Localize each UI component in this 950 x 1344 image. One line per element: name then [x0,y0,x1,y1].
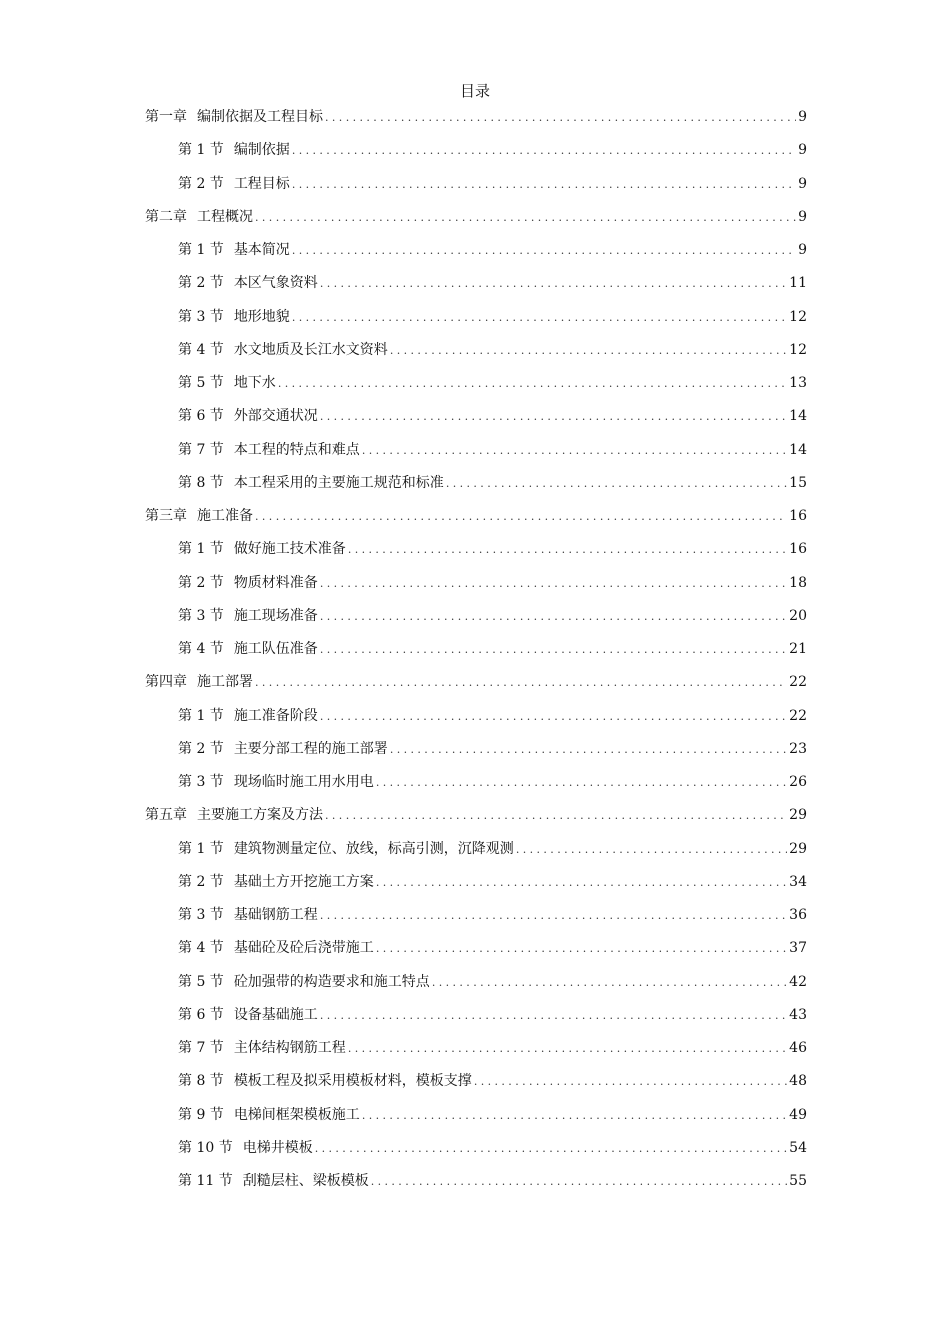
toc-section-entry[interactable] [145,871,807,904]
toc-section-entry[interactable] [145,1170,807,1203]
toc-entry-number: 第 4 节 [178,341,224,358]
toc-section-entry[interactable] [145,904,807,937]
toc-entry-label [178,638,318,660]
toc-page-number: 9 [798,242,807,258]
toc-section-entry[interactable] [145,239,807,272]
toc-dot-leader [255,672,787,694]
toc-page-number: 26 [789,774,807,790]
toc-page-number: 23 [789,740,807,757]
toc-page-number: 36 [789,907,807,923]
toc-page-number: 43 [789,1006,807,1023]
toc-entry-number: 第 2 节 [178,574,224,591]
toc-entry-number: 第 7 节 [178,441,224,458]
toc-page-number: 12 [789,341,807,358]
toc-entry-title: 施工准备阶段 [233,707,318,724]
toc-entry-label [178,372,276,394]
toc-page-number: 22 [789,707,807,724]
toc-entry-title: 编制依据 [233,142,290,159]
toc-dot-leader [320,606,787,628]
toc-entry-label [145,106,323,128]
toc-page-number: 20 [789,607,807,624]
toc-entry-title: 设备基础施工 [233,1006,318,1023]
toc-entry-label [145,804,323,826]
toc-dot-leader [320,639,787,661]
toc-dot-leader [320,706,787,728]
toc-entry-label [178,173,290,195]
toc-page-number: 54 [789,1139,807,1156]
toc-entry-title: 做好施工技术准备 [233,541,346,558]
toc-entry-label [178,439,360,461]
toc-section-entry[interactable] [145,1137,807,1170]
toc-dot-leader [362,1105,787,1127]
toc-entry-label [145,206,253,228]
toc-page-number: 11 [789,275,807,292]
toc-page-number: 29 [789,840,807,857]
toc-section-entry[interactable] [145,838,807,871]
toc-section-entry[interactable] [145,971,807,1004]
toc-entry-number: 第三章 [145,508,187,524]
toc-entry-number: 第五章 [145,807,187,824]
toc-section-entry[interactable] [145,572,807,605]
toc-dot-leader [278,373,787,395]
toc-section-entry[interactable] [145,139,807,172]
toc-entry-label [178,904,318,926]
toc-entry-number: 第 4 节 [178,641,224,657]
toc-entry-label [178,1070,472,1092]
toc-dot-leader [320,406,787,428]
toc-entry-label [145,671,253,693]
toc-entry-label [178,605,318,627]
toc-entry-label [178,971,430,993]
toc-entry-label [178,538,346,560]
toc-entry-title: 基础土方开挖施工方案 [233,873,374,890]
toc-page-number: 16 [789,508,807,524]
toc-dot-leader [292,240,796,262]
toc-entry-label [178,139,290,161]
toc-entry-number: 第四章 [145,674,187,691]
toc-section-entry[interactable] [145,1104,807,1137]
toc-page-number: 12 [789,308,807,325]
toc-page-number: 9 [798,175,807,192]
toc-entry-number: 第 2 节 [178,873,224,890]
toc-section-entry[interactable] [145,937,807,970]
toc-entry-number: 第 2 节 [178,740,224,757]
toc-section-entry[interactable] [145,1037,807,1070]
toc-entry-number: 第 1 节 [178,541,224,558]
toc-entry-title: 外部交通状况 [233,408,318,425]
toc-title: 目录 [459,82,490,100]
toc-entry-title: 施工部署 [197,674,253,691]
toc-page-number: 18 [789,574,807,591]
toc-dot-leader [371,1171,787,1193]
toc-entry-title: 工程概况 [197,208,253,225]
toc-dot-leader [376,772,787,794]
toc-section-entry[interactable] [145,1070,807,1103]
toc-section-entry[interactable] [145,738,807,771]
toc-entry-label [178,472,444,494]
toc-entry-label [178,1137,313,1159]
table-of-contents [145,106,807,1203]
toc-entry-number: 第 8 节 [178,474,224,491]
toc-section-entry[interactable] [145,472,807,505]
toc-entry-title: 编制依据及工程目标 [197,109,323,125]
toc-entry-title: 工程目标 [233,175,290,192]
toc-entry-number: 第 2 节 [178,175,224,192]
toc-entry-number: 第二章 [145,208,187,225]
toc-dot-leader [325,805,787,827]
toc-entry-label [178,1170,369,1192]
toc-entry-number: 第 10 节 [178,1139,233,1156]
toc-entry-title: 物质材料准备 [233,574,318,591]
toc-entry-number: 第 8 节 [178,1073,224,1090]
toc-page-number: 55 [789,1173,807,1189]
toc-dot-leader [516,839,787,861]
toc-entry-number: 第 4 节 [178,940,224,957]
toc-entry-label [178,738,388,760]
toc-page-number: 48 [789,1073,807,1090]
toc-entry-number: 第 3 节 [178,774,224,790]
toc-section-entry[interactable] [145,173,807,206]
toc-entry-title: 模板工程及拟采用模板材料，模板支撑 [233,1073,472,1090]
toc-section-entry[interactable] [145,1004,807,1037]
toc-entry-label [178,705,318,727]
toc-section-entry[interactable] [145,405,807,438]
toc-entry-title: 本区气象资料 [233,275,318,292]
toc-dot-leader [376,938,787,960]
toc-dot-leader [320,273,787,295]
toc-entry-title: 现场临时施工用水用电 [233,774,374,790]
toc-chapter-entry[interactable] [145,106,807,139]
toc-entry-number: 第 1 节 [178,840,224,857]
toc-entry-title: 电梯井模板 [242,1139,313,1156]
toc-entry-title: 基础钢筋工程 [233,907,318,923]
toc-page-number: 49 [789,1106,807,1123]
toc-dot-leader [292,140,796,162]
toc-entry-title: 水文地质及长江水文资料 [233,341,388,358]
toc-dot-leader [292,174,796,196]
toc-entry-label [178,871,374,893]
toc-entry-label [178,1104,360,1126]
toc-dot-leader [376,872,787,894]
toc-dot-leader [255,207,796,229]
toc-entry-number: 第 5 节 [178,375,224,391]
toc-dot-leader [390,739,787,761]
toc-entry-label [145,505,253,527]
toc-section-entry[interactable] [145,771,807,804]
toc-chapter-entry[interactable] [145,206,807,239]
toc-dot-leader [320,1005,787,1027]
toc-dot-leader [292,307,787,329]
toc-page-number: 14 [789,441,807,458]
toc-page-number: 42 [789,973,807,990]
toc-chapter-entry[interactable] [145,505,807,538]
toc-entry-title: 本工程采用的主要施工规范和标准 [233,474,444,491]
toc-entry-label [178,572,318,594]
toc-entry-number: 第 3 节 [178,607,224,624]
toc-section-entry[interactable] [145,339,807,372]
toc-entry-number: 第 6 节 [178,1006,224,1023]
toc-dot-leader [432,972,787,994]
toc-entry-title: 建筑物测量定位、放线，标高引测，沉降观测 [233,840,514,857]
toc-page-number: 34 [789,873,807,890]
toc-entry-number: 第 11 节 [178,1173,233,1189]
toc-page-number: 16 [789,541,807,558]
toc-section-entry[interactable] [145,439,807,472]
toc-entry-title: 主体结构钢筋工程 [233,1040,346,1056]
toc-section-entry[interactable] [145,605,807,638]
toc-entry-number: 第 2 节 [178,275,224,292]
toc-page-number: 9 [798,109,807,125]
toc-dot-leader [474,1071,787,1093]
toc-entry-label [178,838,514,860]
toc-entry-label [178,339,388,361]
toc-dot-leader [320,573,787,595]
toc-entry-number: 第 3 节 [178,308,224,325]
toc-section-entry[interactable] [145,306,807,339]
toc-dot-leader [348,1038,787,1060]
toc-dot-leader [325,107,796,129]
toc-entry-label [178,771,374,793]
toc-entry-title: 地形地貌 [233,308,290,325]
toc-section-entry[interactable] [145,705,807,738]
toc-page-number: 14 [789,408,807,425]
toc-entry-number: 第 1 节 [178,142,224,159]
toc-entry-number: 第 7 节 [178,1040,224,1056]
toc-dot-leader [255,506,787,528]
toc-section-entry[interactable] [145,538,807,571]
toc-section-entry[interactable] [145,272,807,305]
toc-entry-number: 第 5 节 [178,973,224,990]
toc-page-number: 15 [789,474,807,491]
toc-entry-label [178,405,318,427]
toc-page-number: 13 [789,375,807,391]
toc-entry-title: 电梯间框架模板施工 [233,1106,360,1123]
toc-entry-number: 第 1 节 [178,242,224,258]
toc-section-entry[interactable] [145,372,807,405]
toc-entry-title: 刮糙层柱、梁板模板 [242,1173,369,1189]
toc-entry-title: 地下水 [233,375,276,391]
toc-page-number: 21 [789,641,807,657]
toc-entry-title: 主要分部工程的施工部署 [233,740,388,757]
toc-entry-title: 施工队伍准备 [233,641,318,657]
toc-entry-label [178,1037,346,1059]
toc-page-number: 9 [798,142,807,159]
toc-entry-label [178,1004,318,1026]
toc-dot-leader [390,340,787,362]
toc-entry-label [178,239,290,261]
toc-entry-label [178,937,374,959]
toc-entry-number: 第 6 节 [178,408,224,425]
toc-page-number: 46 [789,1040,807,1056]
toc-entry-number: 第一章 [145,109,187,125]
toc-entry-number: 第 9 节 [178,1106,224,1123]
toc-dot-leader [348,539,787,561]
toc-page-number: 9 [798,208,807,225]
toc-chapter-entry[interactable] [145,671,807,704]
toc-entry-number: 第 1 节 [178,707,224,724]
toc-dot-leader [362,440,787,462]
toc-chapter-entry[interactable] [145,804,807,837]
toc-entry-title: 砼加强带的构造要求和施工特点 [233,973,430,990]
toc-page-number: 29 [789,807,807,824]
toc-entry-title: 基本简况 [233,242,290,258]
toc-entry-label [178,272,318,294]
toc-page-number: 37 [789,940,807,957]
toc-section-entry[interactable] [145,638,807,671]
toc-entry-title: 施工准备 [197,508,253,524]
toc-entry-title: 主要施工方案及方法 [197,807,323,824]
toc-entry-label [178,306,290,328]
toc-dot-leader [446,473,787,495]
toc-dot-leader [315,1138,787,1160]
toc-entry-number: 第 3 节 [178,907,224,923]
toc-entry-title: 本工程的特点和难点 [233,441,360,458]
toc-entry-title: 基础砼及砼后浇带施工 [233,940,374,957]
toc-dot-leader [320,905,787,927]
toc-entry-title: 施工现场准备 [233,607,318,624]
toc-page-number: 22 [789,674,807,691]
